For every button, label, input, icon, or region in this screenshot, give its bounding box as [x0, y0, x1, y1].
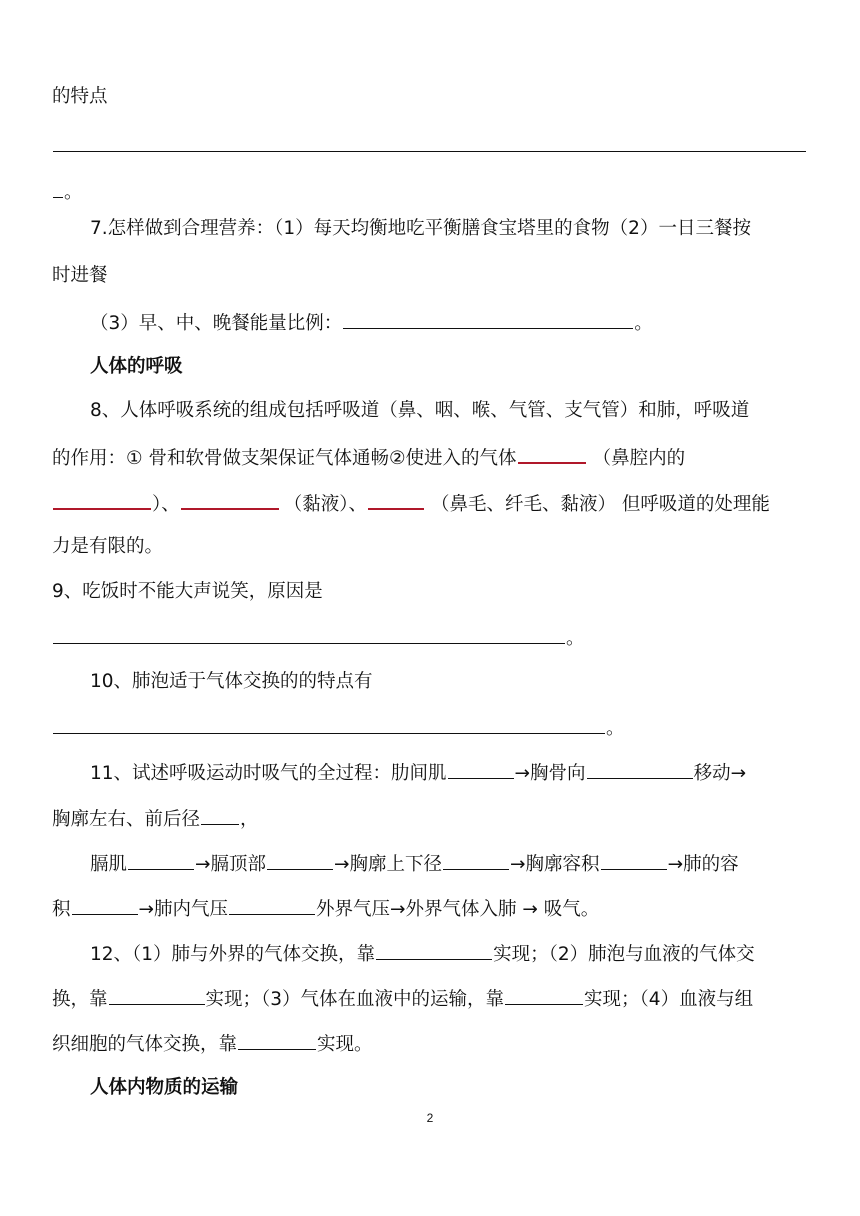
- answer-blank[interactable]: [443, 851, 509, 870]
- answer-blank[interactable]: [181, 490, 279, 510]
- section-heading: 人体的呼吸: [90, 356, 183, 377]
- text: 8、人体呼吸系统的组成包括呼吸道（鼻、咽、喉、气管、支气管）和肺，呼吸道: [90, 400, 750, 421]
- text-line: [52, 444, 685, 471]
- text: 实现；（4）血液与组: [584, 989, 754, 1010]
- text: 。: [566, 628, 585, 649]
- answer-blank[interactable]: [518, 444, 586, 464]
- text: 胸廓左右、前后径: [52, 809, 201, 830]
- text: （3）早、中、晚餐能量比例：: [90, 313, 343, 334]
- text: 力是有限的。: [52, 536, 164, 557]
- answer-blank[interactable]: [128, 851, 194, 870]
- answer-blank[interactable]: [267, 851, 333, 870]
- question-10: [90, 670, 373, 694]
- text: 实现；（2）肺泡与血液的气体交: [493, 944, 755, 965]
- answer-blank[interactable]: [601, 851, 667, 870]
- answer-blank[interactable]: [53, 133, 806, 152]
- text: 。: [606, 718, 625, 739]
- text: 积: [52, 899, 71, 920]
- question-7: [90, 217, 751, 241]
- text: →肺的容: [667, 854, 739, 875]
- text: →胸骨向: [514, 763, 586, 784]
- text: 时进餐: [52, 265, 108, 286]
- text: →肺内气压: [138, 899, 229, 920]
- answer-blank[interactable]: [72, 896, 138, 915]
- answer-blank[interactable]: [53, 179, 63, 198]
- text: 织细胞的气体交换，靠: [52, 1034, 238, 1055]
- text: →胸廓容积: [510, 854, 600, 875]
- answer-blank[interactable]: [448, 760, 514, 779]
- question-8: [90, 399, 749, 423]
- text-line: [52, 264, 108, 288]
- text: 实现。: [317, 1034, 373, 1055]
- text: ，: [240, 809, 259, 830]
- text: 膈肌: [90, 854, 128, 875]
- text: →胸廓上下径: [334, 854, 443, 875]
- question-11: [90, 760, 746, 786]
- text-line: [52, 1031, 373, 1057]
- text: 的作用：① 骨和软骨做支架保证气体通畅②使进入的气体: [52, 448, 517, 469]
- text-line: [52, 806, 259, 832]
- text: 移动→: [693, 763, 747, 784]
- text: 9、吃饭时不能大声说笑，原因是: [52, 581, 323, 602]
- answer-blank[interactable]: [368, 490, 424, 510]
- answer-blank[interactable]: [109, 986, 205, 1005]
- text: 外界气压→外界气体入肺 → 吸气。: [316, 899, 600, 920]
- answer-blank[interactable]: [53, 625, 565, 644]
- text-line: [52, 490, 770, 517]
- text: 。: [634, 313, 653, 334]
- text: （鼻腔内的: [592, 448, 686, 469]
- text-line: [52, 625, 585, 651]
- text-line: [52, 715, 625, 741]
- text: →膈顶部: [195, 854, 267, 875]
- question-12: [90, 941, 755, 967]
- answer-blank[interactable]: [229, 896, 315, 915]
- page-number: 2: [426, 1111, 434, 1125]
- answer-blank[interactable]: [587, 760, 693, 779]
- text-line: [52, 535, 163, 559]
- text: 7.怎样做到合理营养：（1）每天均衡地吃平衡膳食宝塔里的食物（2）一日三餐按: [90, 218, 751, 239]
- text: ）、: [152, 494, 180, 515]
- text-line: [90, 851, 739, 877]
- text: （黏液）、: [283, 494, 368, 515]
- text-line: [52, 133, 807, 159]
- answer-blank[interactable]: [343, 310, 633, 329]
- text: 11、试述呼吸运动时吸气的全过程：肋间肌: [90, 763, 447, 784]
- text: 10、肺泡适于气体交换的的特点有: [90, 671, 373, 692]
- answer-blank[interactable]: [376, 941, 492, 960]
- text-line: [52, 986, 753, 1012]
- answer-blank[interactable]: [201, 806, 239, 825]
- answer-blank[interactable]: [53, 490, 151, 510]
- answer-blank[interactable]: [53, 715, 605, 734]
- text: 换，靠: [52, 989, 108, 1010]
- text-line: [52, 896, 599, 922]
- text-line: [52, 85, 108, 109]
- section-heading: 人体内物质的运输: [90, 1077, 239, 1098]
- answer-blank[interactable]: [505, 986, 583, 1005]
- answer-blank[interactable]: [238, 1031, 316, 1050]
- text: （鼻毛、纤毛、黏液） 但呼吸道的处理能: [431, 494, 770, 515]
- text-line: [52, 179, 83, 205]
- text-line: [90, 310, 653, 336]
- text: 实现；（3）气体在血液中的运输，靠: [205, 989, 505, 1010]
- question-9: [52, 580, 323, 604]
- text: 12、（1）肺与外界的气体交换，靠: [90, 944, 376, 965]
- text: 。: [64, 182, 83, 203]
- text: 的特点: [52, 86, 108, 107]
